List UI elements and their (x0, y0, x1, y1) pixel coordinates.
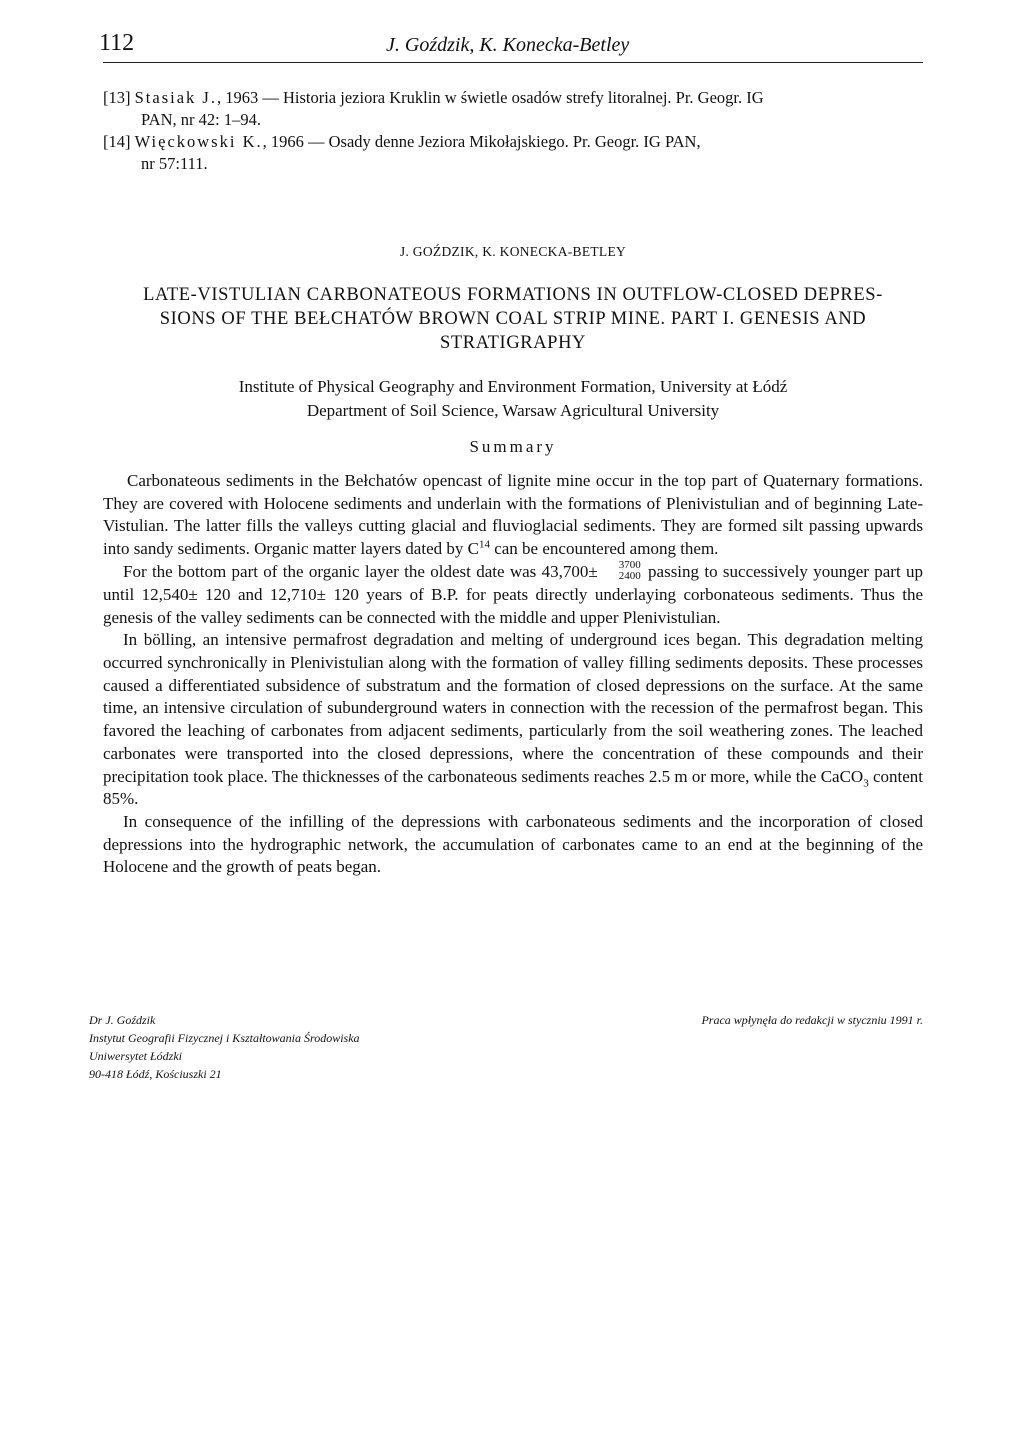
superscript: 14 (478, 538, 490, 551)
reference-author: Stasiak J. (134, 88, 217, 107)
author-address (89, 1011, 509, 1083)
reference-number: [13] (103, 88, 131, 107)
page-number: 112 (99, 30, 135, 56)
paragraph-text: For the bottom part of the organic layer the oldest date was 43,700± (123, 561, 598, 581)
title-line: STRATIGRAPHY (440, 333, 586, 353)
paragraph-text: can be encountered among them. (489, 539, 719, 559)
title-line: SIONS OF THE BEŁCHATÓW BROWN COAL STRIP MINE. PART I. GENESIS AND (159, 309, 867, 329)
page-header (99, 28, 923, 63)
upper-bound: 3700 (618, 558, 641, 571)
reference-text-cont: nr 57:111. (141, 154, 208, 173)
running-head: J. Goździk, K. Konecka-Betley (386, 34, 630, 56)
summary-body (103, 470, 923, 879)
affiliations (103, 375, 923, 423)
reference-item (103, 131, 923, 175)
address-line: 90-418 Łódź, Kościuszki 21 (89, 1067, 222, 1081)
reference-item (103, 87, 923, 131)
subscript: 3 (863, 776, 869, 789)
article-authors: J. GOŹDZIK, K. KONECKA-BETLEY (399, 244, 627, 259)
address-line: Dr J. Goździk (89, 1013, 156, 1027)
affiliation-2: Department of Soil Science, Warsaw Agricultural University (306, 401, 720, 420)
paragraph-text: In bölling, an intensive permafrost degradation and melting of underground ices began. This degradation melting occurred synchronically in Plenivistulian along with the formation of valley filling sediments deposits. These processes caused a differentiated subsidence of substratum and the formation of closed depressions on the surface. At the same time, an intensive circulation of subunderground waters in connection with the recession of the permafrost began. This favored the leaching of carbonates from adjacent sediments, particularly from the soil weathering zones. The leached carbonates were transported into the closed depressions, where the concentration of these compounds and their precipitation took place. The thicknesses of the carbonateous sediments reaches 2.5 m or more, while the CaCO (103, 630, 923, 786)
reference-text: , 1963 — Historia jeziora Kruklin w świetle osadów strefy litoralnej. Pr. Geogr. IG (216, 88, 764, 107)
lower-bound: 2400 (618, 569, 641, 582)
affiliation-1: Institute of Physical Geography and Environment Formation, University at Łódź (238, 377, 788, 396)
article-title (99, 283, 927, 355)
reference-number: [14] (103, 132, 131, 151)
reference-text: , 1966 — Osady denne Jeziora Mikołajskiego. Pr. Geogr. IG PAN, (262, 132, 701, 151)
reference-list (103, 87, 923, 175)
reference-author: Więckowski K. (134, 132, 263, 151)
address-line: Uniwersytet Łódzki (89, 1049, 182, 1063)
received-note: Praca wpłynęła do redakcji w styczniu 1991 r. (701, 1013, 923, 1027)
paragraph-1 (103, 470, 923, 561)
paragraph-3 (103, 629, 923, 811)
paragraph-text: passing to successively younger part up until 12,540± 120 and 12,710± 120 years of B.P. for peats directly underlaying corbonateous sediments. Thus the genesis of the valley sediments can be connected with the middle and upper Plenivistulian. (103, 561, 924, 627)
paragraph-2 (103, 558, 924, 630)
paragraph-4: In consequence of the infilling of the depressions with carbonateous sediments and the incorporation of closed depressions into the hydrographic network, the accumulation of carbonates came to an end at the beginning of the Holocene and the growth of peats began. (103, 811, 923, 877)
reference-text-cont: PAN, nr 42: 1–94. (141, 110, 261, 129)
paragraph-text: content 85%. (103, 766, 924, 809)
title-line: LATE-VISTULIAN CARBONATEOUS FORMATIONS IN OUTFLOW-CLOSED DEPRES- (143, 285, 883, 305)
address-line: Instytut Geografii Fizycznej i Kształtowania Środowiska (89, 1031, 360, 1045)
summary-heading: Summary (469, 437, 557, 456)
plus-minus-range (599, 560, 641, 582)
paragraph-text: Carbonateous sediments in the Bełchatów opencast of lignite mine occur in the top part of Quaternary formations. They are covered with Holocene sediments and underlain with the formations of Plenivistulian and of beginning Late-Vistulian. The latter fills the valleys cutting glacial and fluvioglacial sediments. They are formed silt passing upwards into sandy sediments. Organic matter layers dated by C (103, 471, 923, 559)
